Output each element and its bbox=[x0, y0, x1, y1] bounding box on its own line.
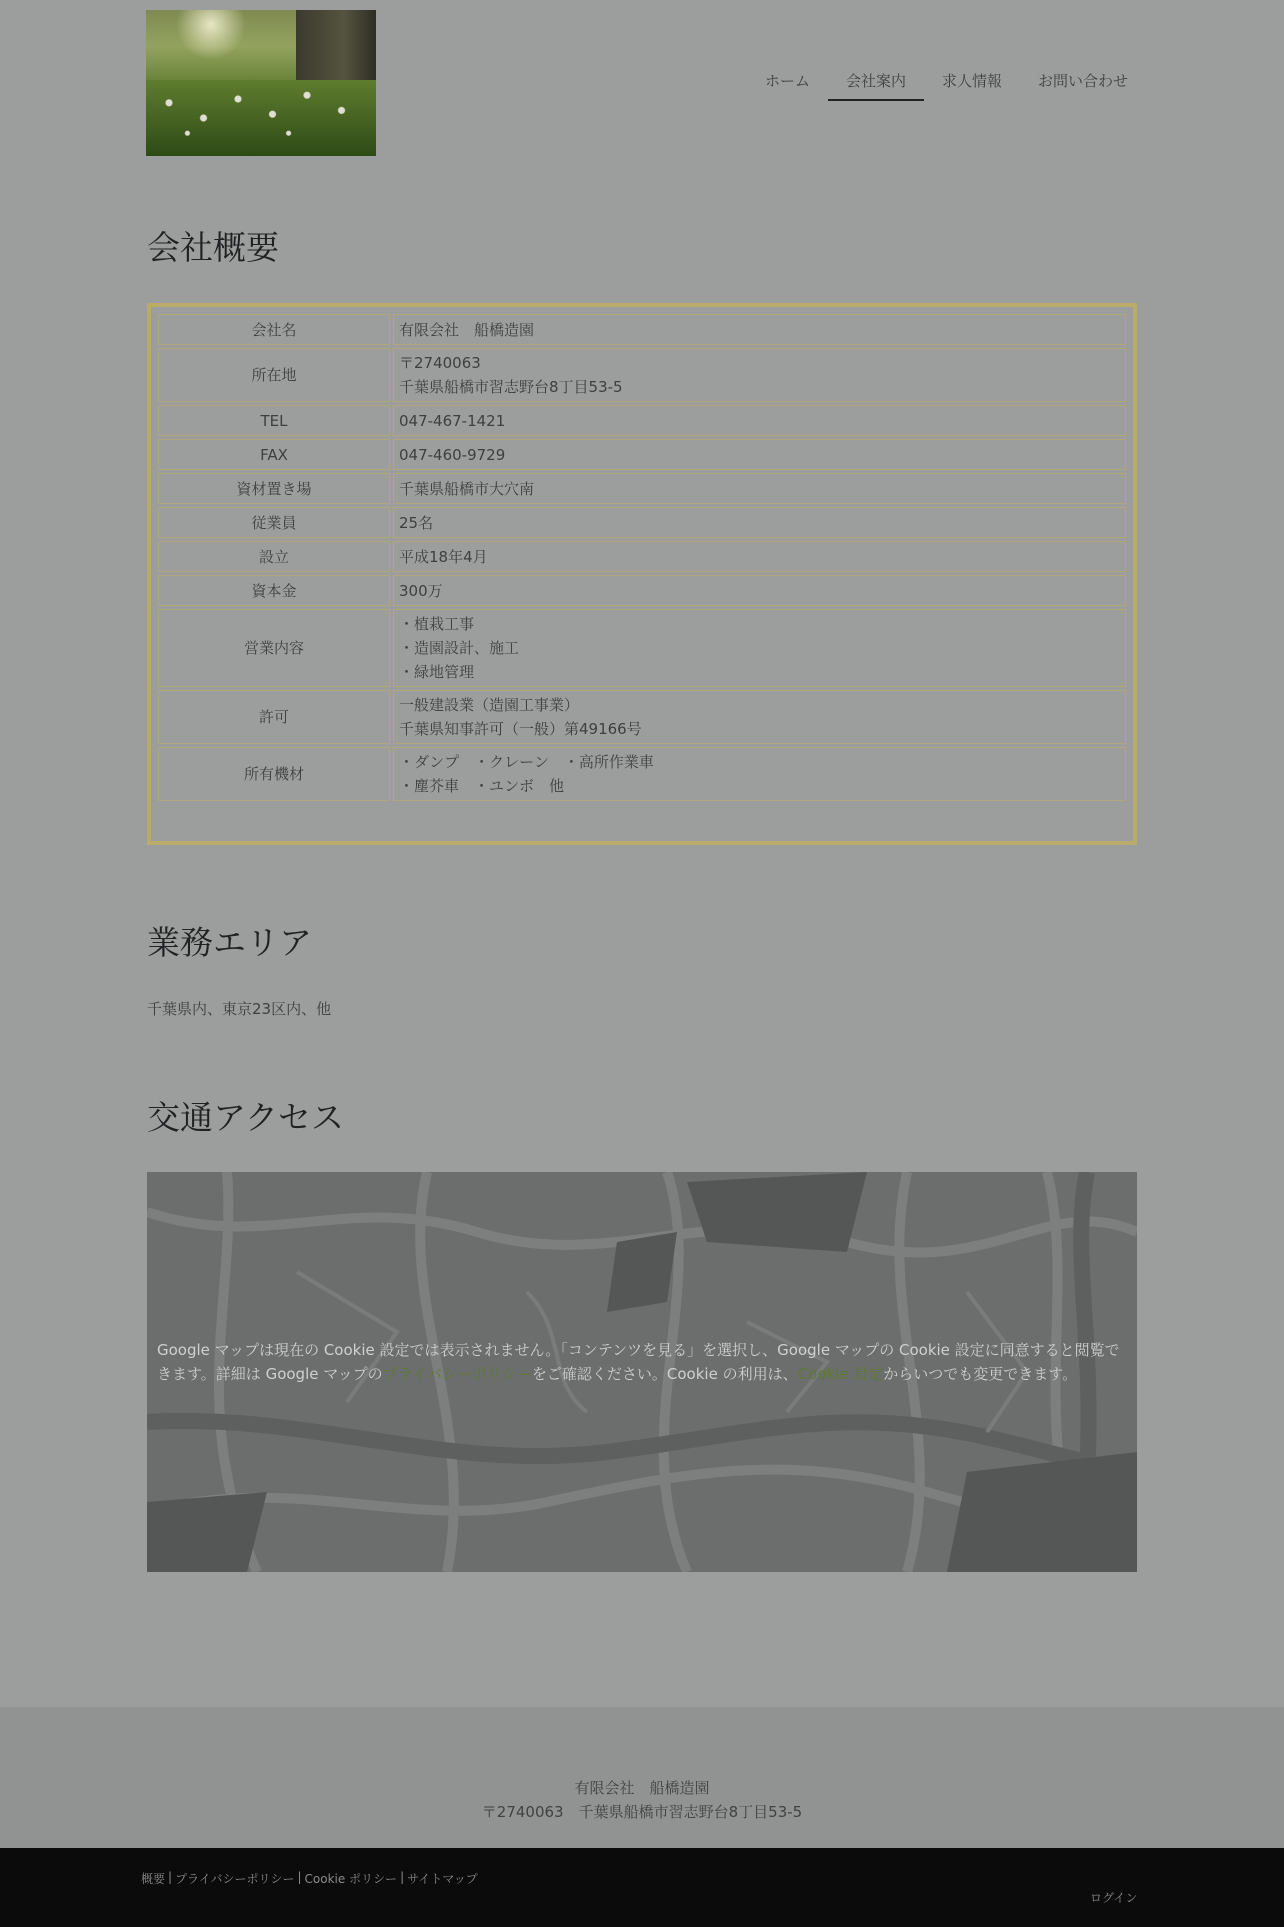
table-row bbox=[158, 473, 1126, 504]
table-label-cell: FAX bbox=[158, 439, 390, 470]
table-value-line: ・緑地管理 bbox=[399, 663, 475, 681]
business-area-text: 千葉県内、東京23区内、他 bbox=[147, 1000, 332, 1018]
table-value-cell bbox=[393, 541, 1126, 572]
google-map-placeholder bbox=[147, 1172, 1137, 1572]
table-label-cell: 従業員 bbox=[158, 507, 390, 538]
map-notice-text-1: Google マップは現在の Cookie 設定では表示されません。「コンテンツを見る」を選択し、Google マップの Cookie 設定に同意すると閲覧できます。詳細は Google マップの bbox=[157, 1341, 1120, 1383]
footer-company-name: 有限会社 船橋造園 bbox=[574, 1779, 710, 1797]
link-separator: | bbox=[400, 1870, 405, 1884]
table-value-line: 047-467-1421 bbox=[399, 411, 506, 430]
logo-flower-field bbox=[146, 80, 376, 156]
table-value-line: 一般建設業（造園工事業） bbox=[399, 696, 580, 714]
login-link[interactable]: ログイン bbox=[1090, 1891, 1138, 1905]
table-label-cell: 所有機材 bbox=[158, 747, 390, 801]
link-cookie-policy[interactable]: Cookie ポリシー bbox=[304, 1872, 398, 1886]
footer-address: 〒2740063 千葉県船橋市習志野台8丁目53-5 bbox=[481, 1803, 803, 1821]
table-row bbox=[158, 747, 1126, 801]
map-notice-text-2: をご確認ください。Cookie の利用は、 bbox=[531, 1365, 798, 1383]
site-logo-image[interactable] bbox=[146, 10, 376, 156]
table-row bbox=[158, 405, 1126, 436]
table-row bbox=[158, 609, 1126, 687]
table-value-cell bbox=[393, 575, 1126, 606]
table-value-line: 300万 bbox=[399, 581, 443, 600]
link-separator: | bbox=[297, 1870, 302, 1884]
table-label-cell: 資本金 bbox=[158, 575, 390, 606]
table-value-line: ・植栽工事 bbox=[399, 615, 475, 633]
table-label-cell: 設立 bbox=[158, 541, 390, 572]
table-row bbox=[158, 541, 1126, 572]
table-value-line: ・ダンプ ・クレーン ・高所作業車 bbox=[399, 753, 654, 771]
link-separator: | bbox=[168, 1870, 173, 1884]
table-value-cell bbox=[393, 405, 1126, 436]
cookie-settings-link[interactable]: Cookie 設定 bbox=[797, 1365, 884, 1383]
map-cookie-notice bbox=[157, 1338, 1132, 1386]
link-overview[interactable]: 概要 bbox=[141, 1872, 166, 1886]
nav-item-jobs[interactable]: 求人情報 bbox=[941, 72, 1002, 90]
table-label-cell: 所在地 bbox=[158, 348, 390, 402]
company-overview-heading: 会社概要 bbox=[147, 228, 279, 267]
map-notice-text-3: からいつでも変更できます。 bbox=[883, 1365, 1078, 1383]
table-value-line: 〒2740063 bbox=[399, 354, 481, 372]
privacy-policy-link[interactable]: プライバシーポリシー bbox=[382, 1365, 532, 1383]
link-privacy-policy[interactable]: プライバシーポリシー bbox=[175, 1872, 295, 1886]
link-sitemap[interactable]: サイトマップ bbox=[407, 1872, 478, 1886]
logo-sunlight bbox=[176, 10, 246, 60]
table-row bbox=[158, 690, 1126, 744]
table-value-cell bbox=[393, 747, 1126, 801]
table-row bbox=[158, 314, 1126, 345]
table-value-line: 有限会社 船橋造園 bbox=[399, 320, 535, 339]
table-label-cell: 資材置き場 bbox=[158, 473, 390, 504]
bottom-bar bbox=[0, 1848, 1284, 1927]
table-label-cell: TEL bbox=[158, 405, 390, 436]
access-heading: 交通アクセス bbox=[147, 1098, 345, 1137]
nav-item-contact[interactable]: お問い合わせ bbox=[1037, 72, 1128, 90]
table-row bbox=[158, 575, 1126, 606]
nav-item-company[interactable]: 会社案内 bbox=[828, 70, 924, 101]
table-value-line: ・造園設計、施工 bbox=[399, 639, 520, 657]
table-value-line: 千葉県船橋市大穴南 bbox=[399, 479, 535, 498]
site-footer bbox=[0, 1707, 1284, 1848]
table-value-cell bbox=[393, 690, 1126, 744]
table-value-line: 平成18年4月 bbox=[399, 547, 488, 566]
table-label-cell: 会社名 bbox=[158, 314, 390, 345]
table-value-cell bbox=[393, 473, 1126, 504]
table-label-cell: 許可 bbox=[158, 690, 390, 744]
bottom-links bbox=[141, 1870, 478, 1887]
table-value-cell bbox=[393, 507, 1126, 538]
company-info-table bbox=[155, 311, 1129, 804]
table-value-cell bbox=[393, 314, 1126, 345]
table-row bbox=[158, 348, 1126, 402]
table-value-line: 047-460-9729 bbox=[399, 445, 506, 464]
table-label-cell: 営業内容 bbox=[158, 609, 390, 687]
business-area-heading: 業務エリア bbox=[147, 923, 312, 962]
company-info-table-frame bbox=[147, 303, 1137, 845]
table-value-line: 千葉県知事許可（一般）第49166号 bbox=[399, 720, 642, 738]
table-value-line: 千葉県船橋市習志野台8丁目53-5 bbox=[399, 378, 623, 396]
nav-item-home[interactable]: ホーム bbox=[764, 72, 810, 90]
table-value-cell bbox=[393, 609, 1126, 687]
table-row bbox=[158, 439, 1126, 470]
table-value-cell bbox=[393, 439, 1126, 470]
table-value-line: ・塵芥車 ・ユンボ 他 bbox=[399, 777, 565, 795]
table-value-cell bbox=[393, 348, 1126, 402]
table-value-line: 25名 bbox=[399, 513, 434, 532]
site-header bbox=[146, 10, 1146, 156]
main-navigation bbox=[747, 70, 1146, 101]
table-row bbox=[158, 507, 1126, 538]
